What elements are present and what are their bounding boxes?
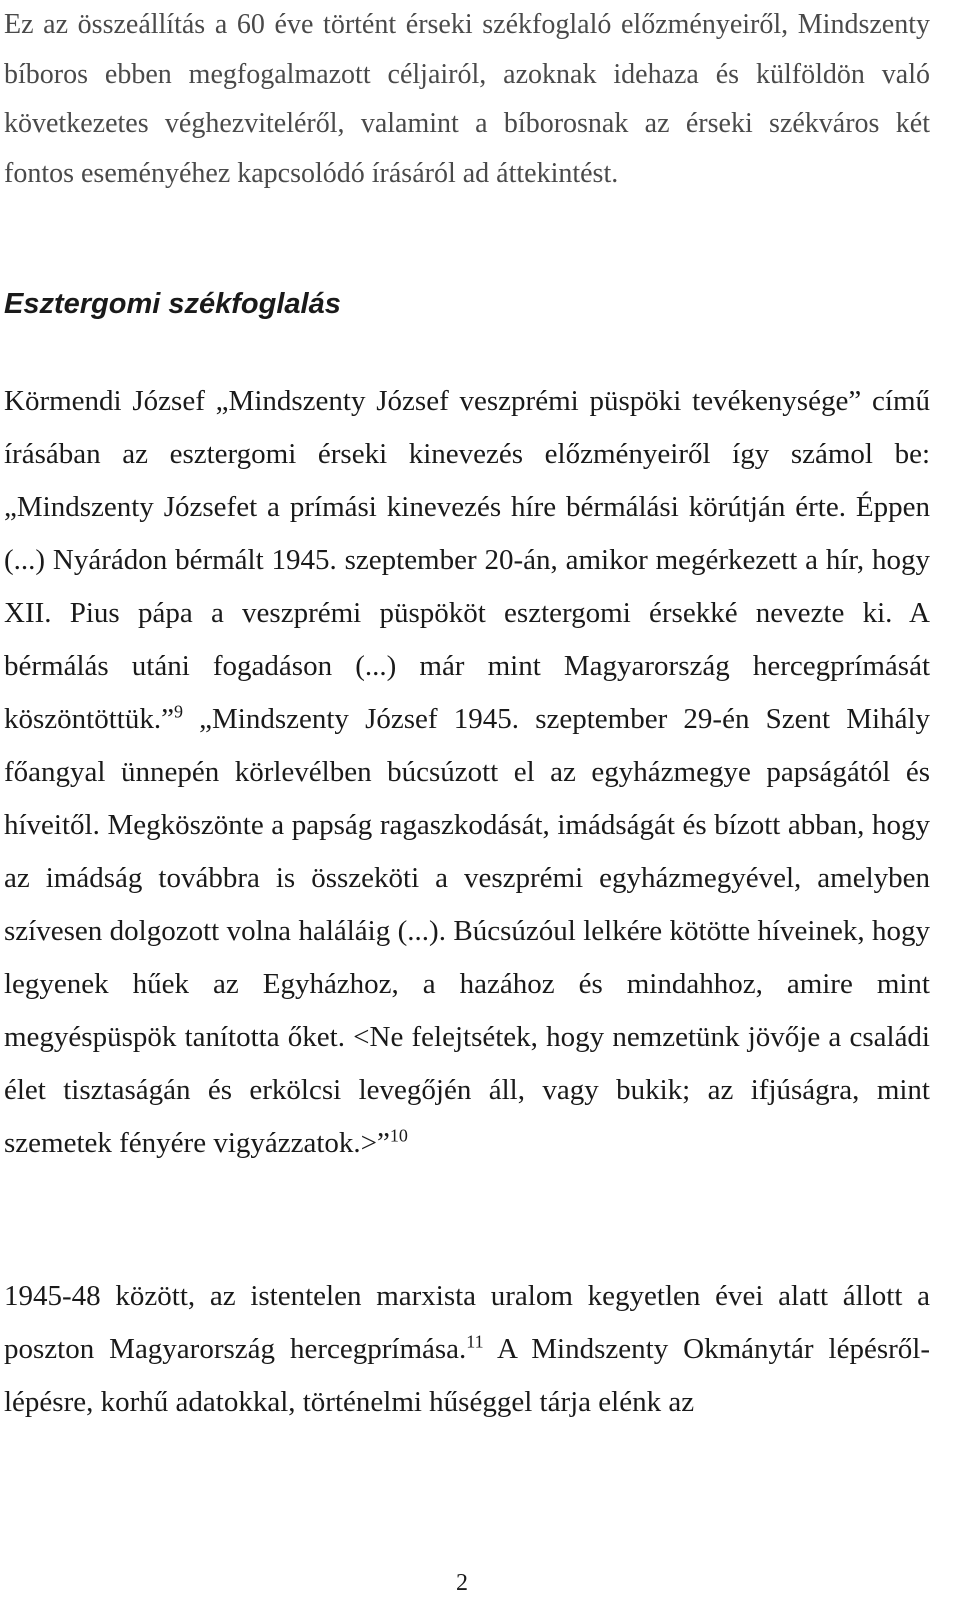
body-paragraph-1	[4, 375, 930, 1170]
paragraph-2-text-a: 1945-48 között, az istentelen marxista uralom kegyetlen évei alatt állott a poszton Magyarország hercegprímása.	[4, 1280, 930, 1365]
page-number: 2	[456, 1570, 468, 1596]
body-paragraph-2	[4, 1270, 930, 1429]
section-heading: Esztergomi székfoglalás	[4, 288, 341, 320]
intro-paragraph: Ez az összeállítás a 60 éve történt érseki székfoglaló előzményeiről, Mindszenty bíboros ebben megfogalmazott céljairól, azoknak idehaza és külföldön való következetes véghezviteléről, valamint a bíborosnak az érseki székváros két fontos eseményéhez kapcsolódó írásáról ad áttekintést.	[4, 9, 930, 189]
footnote-ref-11: 11	[466, 1331, 484, 1352]
footnote-ref-9: 9	[173, 701, 183, 722]
paragraph-1-text-a: Körmendi József „Mindszenty József veszprémi püspöki tevékenysége” című írásában az esztergomi érseki kinevezés előzményeiről így számol be: „Mindszenty Józsefet a prímási kinevezés híre bérmálási körútján érte. Éppen (...) Nyárádon bérmált 1945. szeptember 20-án, amikor megérkezett a hír, hogy XII. Pius pápa a veszprémi püspököt esztergomi érsekké nevezte ki. A bérmálás utáni fogadáson (...) már mint Magyarország hercegprímását köszöntöttük.”	[4, 385, 930, 735]
footnote-ref-10: 10	[389, 1125, 408, 1146]
paragraph-2-text-b: A Mindszenty Okmánytár lépésről-lépésre, korhű adatokkal, történelmi hűséggel tárja elénk az	[4, 1333, 930, 1418]
paragraph-1-text-b: „Mindszenty József 1945. szeptember 29-én Szent Mihály főangyal ünnepén körlevélben búcsúzott el az egyházmegye papságától és híveitől. Megköszönte a papság ragaszkodását, imádságát és bízott abban, hogy az imádság továbbra is összeköti a veszprémi egyházmegyével, amelyben szívesen dolgozott volna haláláig (...). Búcsúzóul lelkére kötötte híveinek, hogy legyenek hűek az Egyházhoz, a hazához és mindahhoz, amire mint megyéspüspök tanította őket. <Ne felejtsétek, hogy nemzetünk jövője a családi élet tisztaságán és erkölcsi levegőjén áll, vagy bukik; az ifjúságra, mint szemetek fényére vigyázzatok.>”	[4, 703, 930, 1159]
